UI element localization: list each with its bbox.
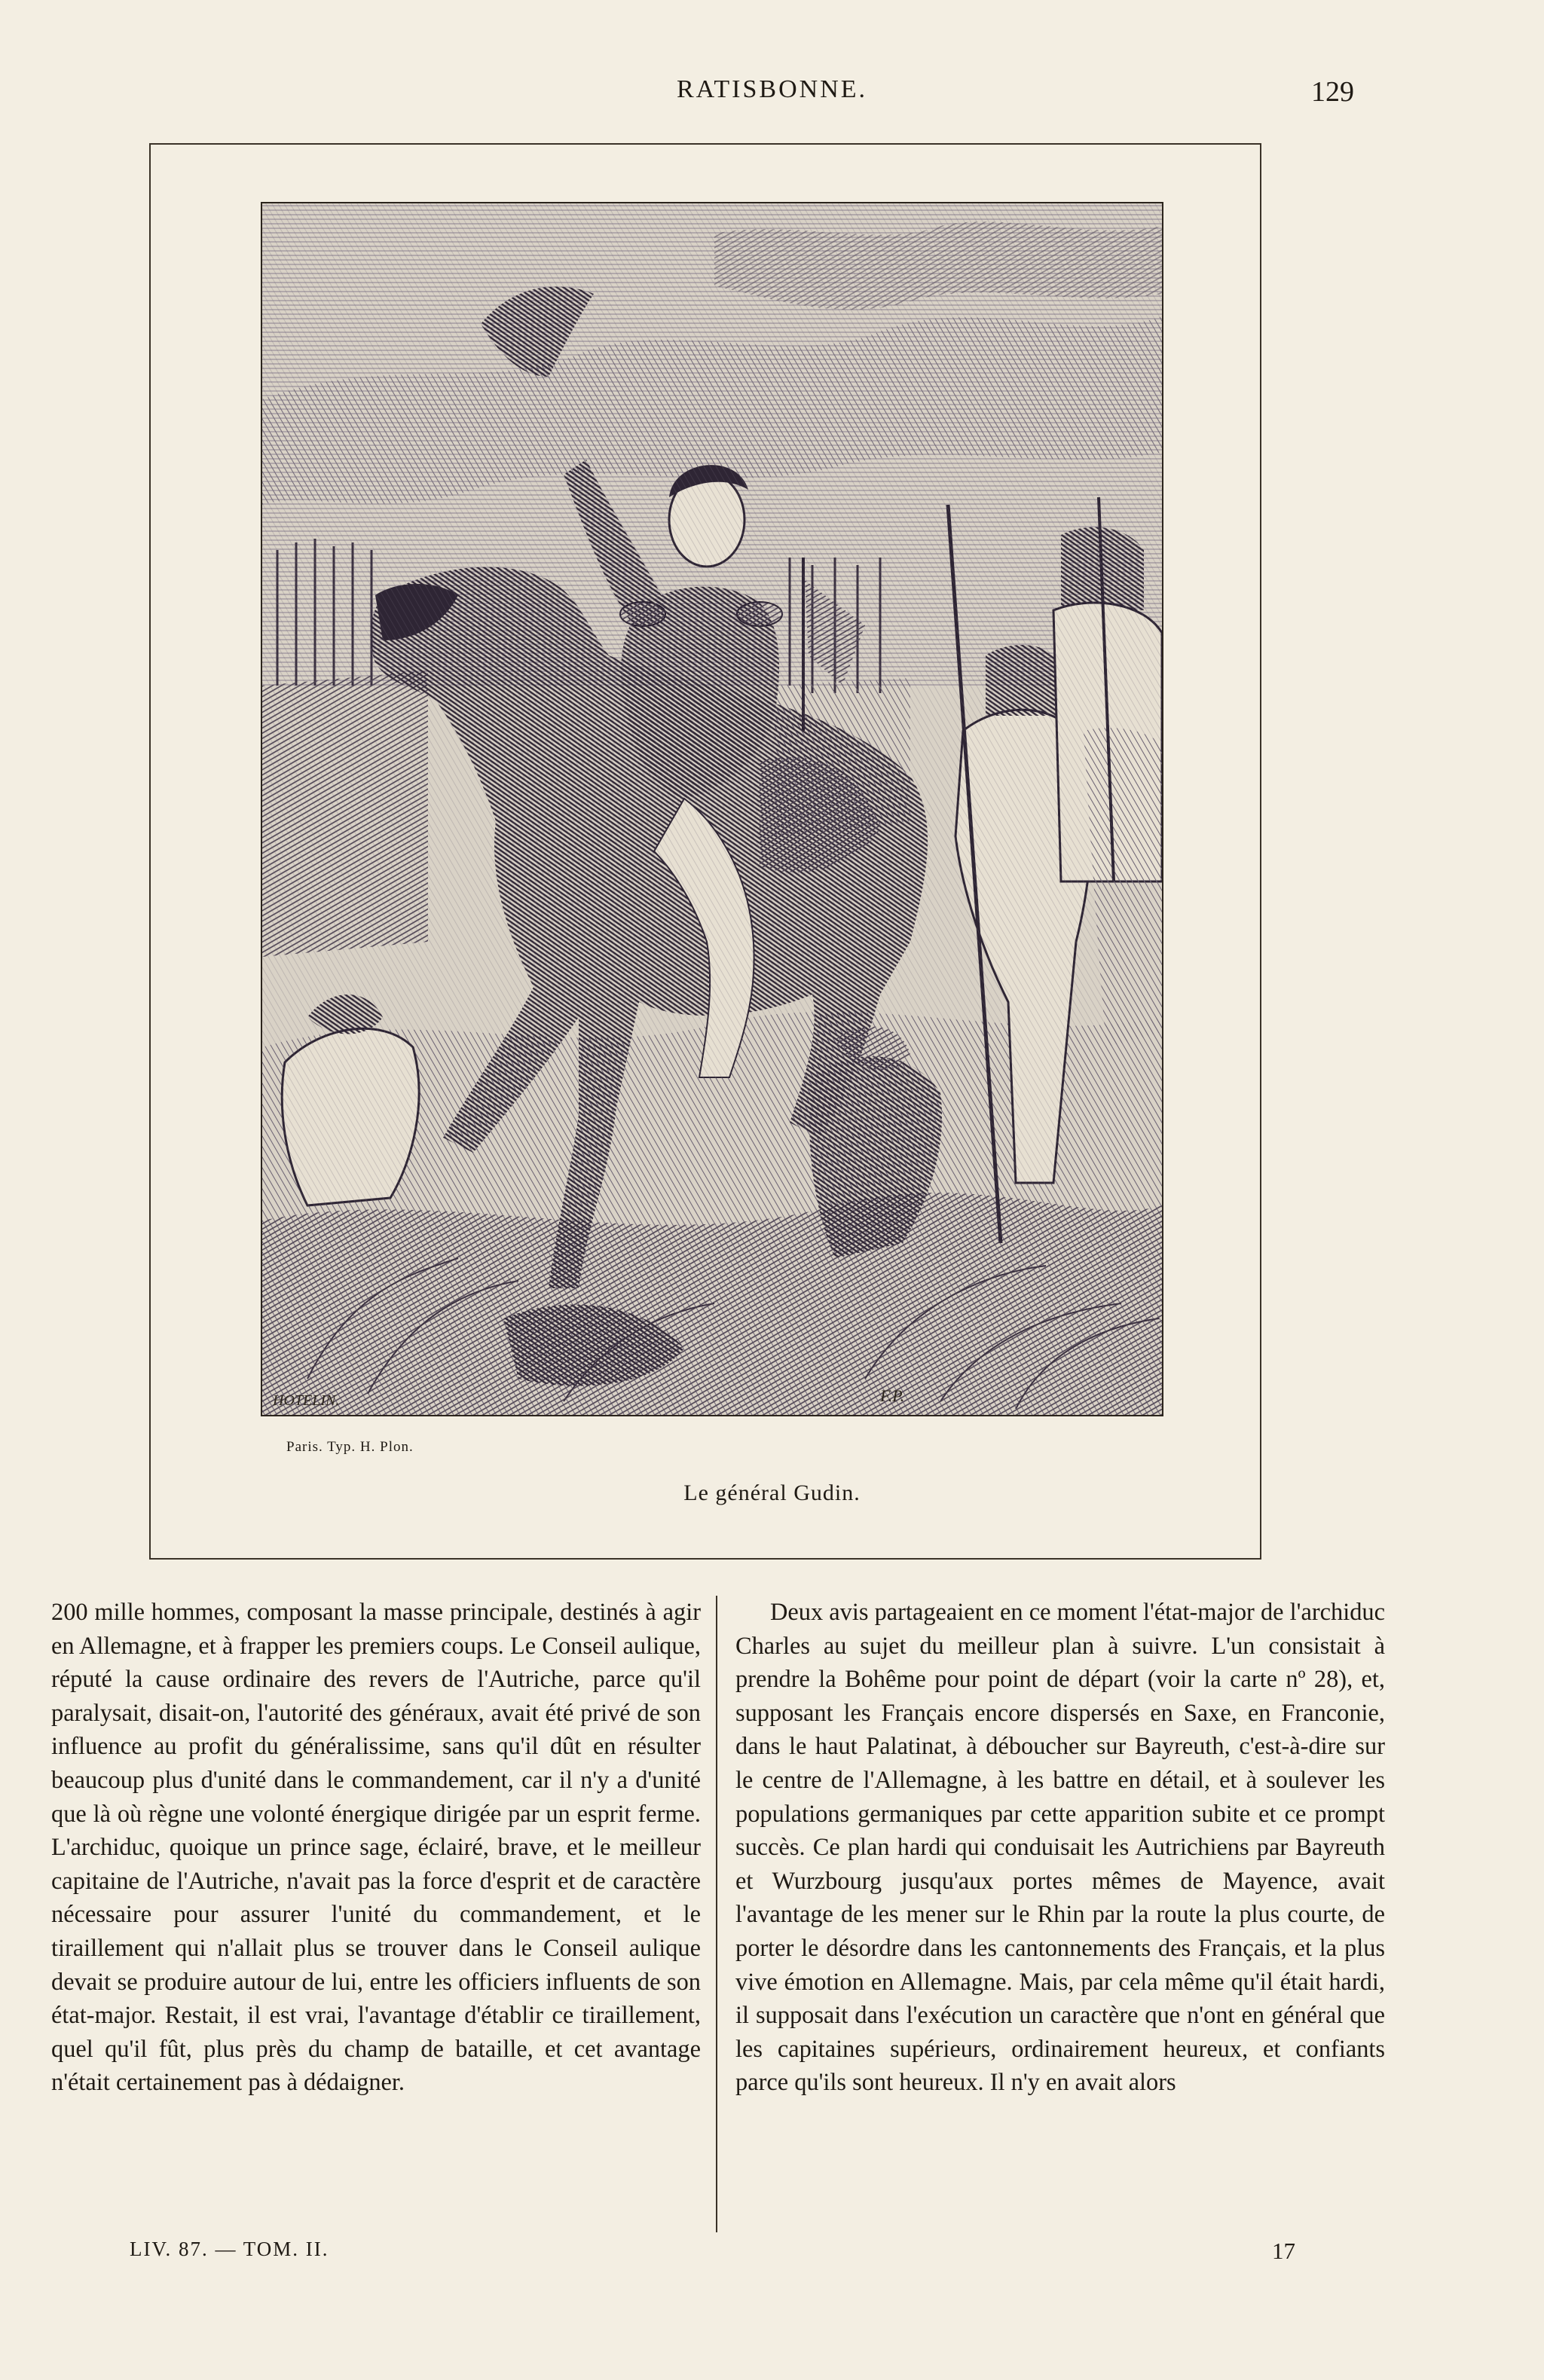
sheet-number: 17 xyxy=(1272,2238,1295,2264)
left-text-column xyxy=(51,1596,701,2100)
artist-monogram: F.P. xyxy=(880,1386,905,1405)
paragraph: 200 mille hommes, composant la masse principale, destinés à agir en Allemagne, et à frapper les premiers coups. Le Conseil aulique, réputé la cause ordinaire des revers de l'Autriche, parce qu'il paralysait, disait-on, l'autorité des généraux, avait été privé de son influence au profit du généralissime, sans qu'il dût en résulter beaucoup plus d'unité dans le commandement, car il n'y a d'unité que là où règne une volonté énergique dirigée par un esprit ferme. L'archiduc, quoique un prince sage, éclairé, brave, et le meilleur capitaine de l'Autriche, n'avait pas la force d'esprit et de caractère nécessaire pour assurer l'unité du commandement, et le tiraillement qui n'allait plus se trouver dans le Conseil aulique devait se produire autour de lui, entre les officiers influents de son état-major. Restait, il est vrai, l'avantage d'établir ce tiraillement, quel qu'il fût, plus près du champ de bataille, et cet avantage n'était certainement pas à dédaigner. xyxy=(51,1599,701,2097)
column-divider xyxy=(716,1596,717,2232)
signature-mark: LIV. 87. — TOM. II. xyxy=(130,2238,329,2260)
paragraph: Deux avis partageaient en ce moment l'état-major de l'archiduc Charles au sujet du meilleur plan à suivre. L'un consistait à prendre la Bohême pour point de départ (voir la carte nº 28), et, supposant les Français encore dispersés en Saxe, en Franconie, dans le haut Palatinat, à déboucher sur Bayreuth, c'est-à-dire sur le centre de l'Allemagne, à les battre en détail, et à soulever les populations germaniques par cette apparition subite et ce prompt succès. Ce plan hardi qui conduisait les Autrichiens par Bayreuth et Wurzbourg jusqu'aux portes mêmes de Mayence, avait l'avantage de les mener sur le Rhin par la route la plus courte, de porter le désordre dans les cantonnements des Français, et la plus vive émotion en Allemagne. Mais, par cela même qu'il était hardi, il supposait dans l'exécution un caractère que n'ont en général que les capitaines supérieurs, ordinairement heureux, et confiants parce qu'ils sont heureux. Il n'y en avait alors xyxy=(735,1599,1385,2097)
running-title: RATISBONNE. xyxy=(676,75,868,103)
engraver-signature: HOTELIN. xyxy=(273,1392,340,1409)
printer-credit: Paris. Typ. H. Plon. xyxy=(286,1439,414,1455)
page-number: 129 xyxy=(1311,76,1354,108)
engraving-illustration xyxy=(261,202,1163,1416)
right-text-column xyxy=(735,1596,1385,2100)
plate-caption-text: Le général Gudin. xyxy=(683,1480,861,1505)
plate-caption xyxy=(0,1480,1544,1506)
